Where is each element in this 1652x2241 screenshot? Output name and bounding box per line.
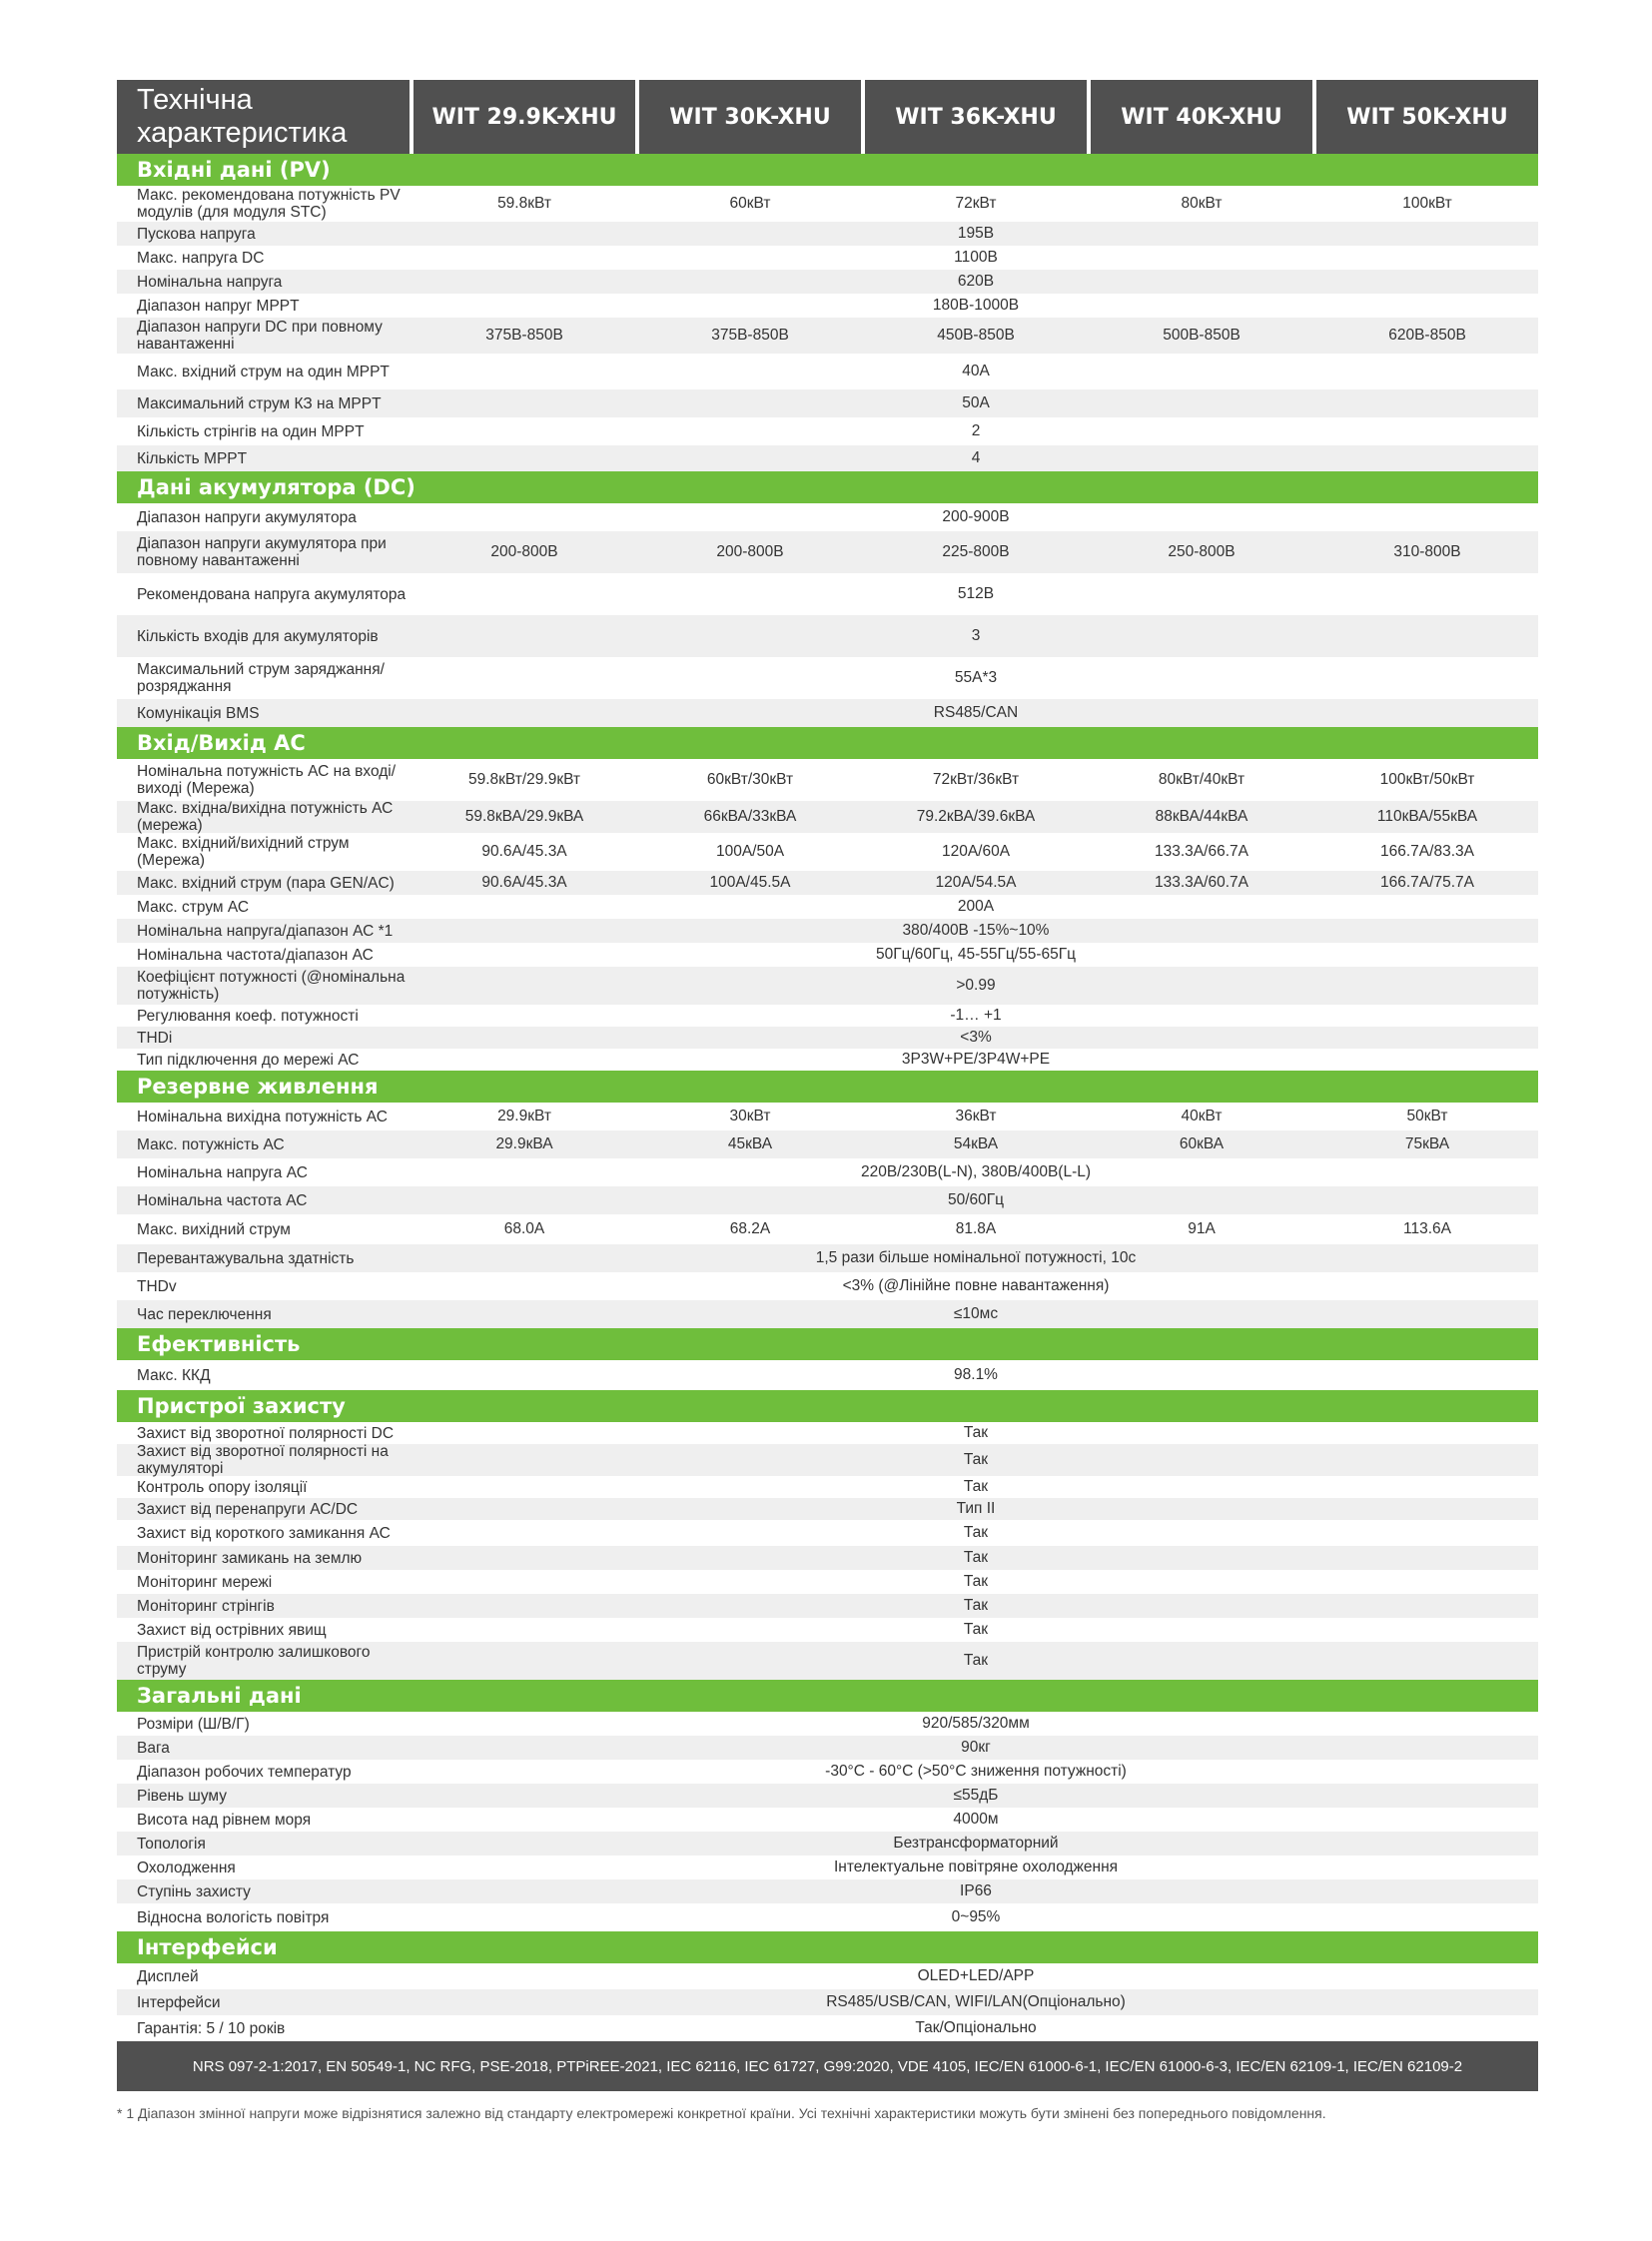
row-value: 68.2А [729,1220,771,1237]
row-value: 29.9кВА [413,1130,635,1158]
row-value: ≤10мс [953,1305,999,1322]
row-value: 91А [1188,1220,1216,1237]
row-value: IP66 [960,1882,992,1899]
table-row [117,186,1538,222]
row-value: 90кг [961,1739,991,1756]
row-value: RS485/USB/CAN, WIFI/LAN(Опціонально) [826,1993,1126,2010]
row-label: Номінальна вихідна потужність АС [137,1108,388,1125]
row-value: >0.99 [956,977,996,994]
table-row [117,1520,1538,1546]
model-header: WIT 36K-XHU [865,80,1087,154]
row-value: 120А/60А [941,843,1011,860]
row-value: 180В-1000В [932,297,1020,314]
table-row [117,1214,1538,1244]
row-value: 166.7А/75.7А [1316,871,1538,895]
row-value: 113.6А [1403,1220,1451,1237]
row-label: Відносна вологість повітря [137,1908,330,1926]
table-row [117,1989,1538,2015]
row-label: Макс. вхідний струм (пара GEN/AC) [137,874,395,892]
model-header: WIT 50K-XHU [1316,80,1538,154]
section-header: Загальні дані [117,1680,1538,1712]
row-value: Так [963,1573,989,1590]
row-value: 72кВт [955,195,997,212]
table-row [117,1760,1538,1784]
row-value: 45кВА [639,1130,861,1158]
table-row [117,573,1538,615]
row-value: 60кВт [729,195,771,212]
row-value: 100А/50А [715,843,785,860]
row-label: Інтерфейси [137,1993,221,2011]
table-row [117,246,1538,270]
row-value: 4 [971,449,981,466]
row-value: 66кВА/33кВА [639,801,861,833]
row-value: 100кВт [1402,195,1452,212]
row-value: Безтрансформаторний [893,1835,1059,1852]
row-label: Діапазон напруги акумулятора при повному навантаженні [137,535,387,569]
row-label: Макс. вхідна/вихідна потужність АС (мережа) [137,800,394,834]
row-value: 72кВт/36кВт [932,771,1020,788]
section-header: Пристрої захисту [117,1390,1538,1422]
row-label: Захист від перенапруги АС/DC [137,1500,359,1518]
row-value: Так [963,1652,989,1669]
row-value: Так [963,1597,989,1614]
row-label: Вага [137,1739,170,1757]
row-value: 88кВА/44кВА [1091,801,1312,833]
row-value: RS485/CAN [933,704,1019,721]
row-label: Кількість входів для акумуляторів [137,627,379,645]
table-row [117,1712,1538,1736]
row-label: Пускова напруга [137,225,256,243]
row-value: 59.8кВт [497,195,551,212]
row-label: Час переключення [137,1305,272,1323]
row-value: 620В-850В [1316,318,1538,354]
row-label: Номінальна частота/діапазон АС [137,946,374,964]
table-row [117,1784,1538,1808]
row-label: Максимальний струм заряджання/розряджання [137,661,385,695]
row-label: Ступінь захисту [137,1882,251,1900]
table-row [117,759,1538,801]
row-label: Контроль опору ізоляції [137,1478,308,1496]
row-label: Макс. вихідний струм [137,1220,291,1238]
row-label: Номінальна потужність АС на вході/виході (Мережа) [137,763,397,797]
table-row [117,1832,1538,1856]
table-row [117,1027,1538,1049]
row-label: Захист від зворотної полярності DC [137,1424,395,1442]
row-value: 60кВА [1091,1130,1312,1158]
row-value: -1… +1 [950,1007,1002,1024]
row-label: Кількість MPPT [137,449,248,467]
row-label: THDv [137,1277,177,1295]
row-value: 60кВт/30кВт [706,771,794,788]
row-label: Номінальна частота АС [137,1191,308,1209]
row-label: Дисплей [137,1967,199,1985]
row-label: Висота над рівнем моря [137,1811,312,1829]
row-label: Діапазон напруги DC при повному навантаженні [137,319,383,353]
row-value: 90.6А/45.3А [413,871,635,895]
row-label: Діапазон робочих температур [137,1763,352,1781]
table-row [117,1444,1538,1476]
table-row [117,1808,1538,1832]
row-value: 50Гц/60Гц, 45-55Гц/55-65Гц [875,946,1077,963]
table-row [117,1879,1538,1903]
row-value: 500В-850В [1091,318,1312,354]
row-value: Так [963,1549,989,1566]
table-row [117,1963,1538,1989]
row-value: 200-900В [942,508,1010,525]
row-value: 166.7А/83.3А [1380,843,1474,860]
table-row [117,354,1538,389]
table-row [117,943,1538,967]
row-value: 133.3А/66.7А [1155,843,1248,860]
model-header: WIT 40K-XHU [1091,80,1312,154]
row-value: <3% [960,1029,992,1046]
row-value: 1100В [954,249,998,266]
row-value: 54кВА [865,1130,1087,1158]
row-value: 40А [962,363,990,379]
row-label: Номінальна напруга АС [137,1163,308,1181]
table-row [117,967,1538,1005]
table-row [117,270,1538,294]
row-label: Номінальна напруга/діапазон АС *1 [137,922,394,940]
table-header [117,80,1538,154]
row-value: Тип II [956,1500,996,1517]
table-row [117,1422,1538,1444]
table-row [117,1186,1538,1214]
table-row [117,503,1538,531]
row-label: Рівень шуму [137,1787,227,1805]
row-label: Перевантажувальна здатність [137,1249,355,1267]
table-row [117,801,1538,833]
table-row [117,1546,1538,1570]
table-row [117,1570,1538,1594]
table-row [117,1049,1538,1071]
row-label: Макс. потужність АС [137,1135,285,1153]
row-value: 120А/54.5А [865,871,1087,895]
row-value: Так [963,1621,989,1638]
table-row [117,2015,1538,2041]
row-value: 4000м [953,1811,999,1828]
row-value: 50кВт [1406,1108,1448,1124]
row-value: ≤55дБ [953,1787,999,1804]
table-row [117,1158,1538,1186]
row-label: Розміри (Ш/В/Г) [137,1715,250,1733]
row-value: 36кВт [955,1108,997,1124]
row-value: 1,5 рази більше номінальної потужності, 10с [815,1249,1137,1266]
row-value: 80кВт [1181,195,1223,212]
row-value: 55А*3 [954,669,998,686]
row-value: 620В [957,273,995,290]
row-label: Макс. рекомендована потужність PV модулів (для модуля STC) [137,187,401,221]
row-label: Номінальна напруга [137,273,283,291]
row-value: 225-800В [865,531,1087,573]
table-row [117,1642,1538,1680]
certifications-footer: NRS 097-2-1:2017, EN 50549-1, NC RFG, PSE-2018, PTPiREE-2021, IEC 62116, IEC 61727, G99:2020, VDE 4105, IEC/EN 61000-6-1, IEC/EN 61000-6-3, IEC/EN 62109-1, IEC/EN 62109-2 [117,2041,1538,2091]
table-row [117,1736,1538,1760]
row-value: OLED+LED/APP [917,1967,1035,1984]
table-row [117,1360,1538,1390]
row-value: 80кВт/40кВт [1158,771,1245,788]
section-header: Інтерфейси [117,1931,1538,1963]
row-value: 0~95% [951,1908,1001,1925]
row-value: Інтелектуальне повітряне охолодження [833,1859,1119,1875]
table-row [117,389,1538,417]
row-value: Так [963,1424,989,1441]
section-header: Ефективність [117,1328,1538,1360]
row-value: 75кВА [1316,1130,1538,1158]
row-value: 380/400В -15%~10% [902,922,1050,939]
row-value: Так [963,1451,989,1468]
table-row [117,222,1538,246]
row-label: Рекомендована напруга акумулятора [137,585,407,603]
table-row [117,1244,1538,1272]
table-row [117,1476,1538,1498]
table-row [117,833,1538,871]
row-value: 375В-850В [639,318,861,354]
row-label: Комунікація BMS [137,704,260,722]
footnote: * 1 Діапазон змінної напруги може відрізнятися залежно від стандарту електромережі конкретної країни. Усі технічні характеристики можуть бути змінені без попереднього повідомлення. [117,2105,1326,2121]
row-label: Моніторинг мережі [137,1573,273,1591]
row-value: 68.0А [503,1220,545,1237]
row-value: 59.8кВт/29.9кВт [467,771,581,788]
table-row [117,919,1538,943]
row-value: 59.8кВА/29.9кВА [413,801,635,833]
row-value: Так [963,1478,989,1495]
row-value: 3 [971,627,981,644]
row-value: 2 [971,422,981,439]
row-label: Макс. струм АС [137,898,250,916]
row-value: 310-800В [1316,531,1538,573]
row-value: 30кВт [729,1108,771,1124]
row-label: THDi [137,1029,173,1047]
row-label: Діапазон напруги акумулятора [137,508,357,526]
row-value: 100кВт/50кВт [1379,771,1475,788]
row-value: 200-800В [413,531,635,573]
row-value: 98.1% [954,1366,998,1383]
row-value: 375В-850В [413,318,635,354]
table-row [117,895,1538,919]
row-value: 79.2кВА/39.6кВА [865,801,1087,833]
row-label: Тип підключення до мережі АС [137,1051,360,1069]
table-row [117,1130,1538,1158]
table-row [117,657,1538,699]
row-label: Моніторинг замикань на землю [137,1549,363,1567]
table-row [117,615,1538,657]
row-value: 920/585/320мм [922,1715,1030,1732]
row-value: 110кВА/55кВА [1316,801,1538,833]
row-value: -30°C - 60°C (>50°C зниження потужності) [825,1763,1127,1780]
row-label: Макс. напруга DC [137,249,265,267]
row-value: Так/Опціонально [915,2019,1037,2036]
row-label: Топологія [137,1835,206,1853]
row-value: 40кВт [1181,1108,1223,1124]
table-row [117,1498,1538,1520]
table-row [117,1005,1538,1027]
row-label: Моніторинг стрінгів [137,1597,275,1615]
row-value: 195В [957,225,995,242]
row-value: 100А/45.5А [639,871,861,895]
row-label: Макс. ККД [137,1366,211,1384]
row-label: Кількість стрінгів на один MPPT [137,422,365,440]
row-value: 133.3А/60.7А [1091,871,1312,895]
row-value: 50А [962,394,990,411]
table-title: Технічна характеристика [117,80,410,154]
model-header: WIT 29.9K-XHU [413,80,635,154]
table-row [117,1594,1538,1618]
row-value: 450В-850В [865,318,1087,354]
row-value: 81.8А [955,1220,997,1237]
row-label: Захист від короткого замикання АС [137,1524,391,1542]
row-value: 250-800В [1091,531,1312,573]
table-row [117,699,1538,727]
row-label: Захист від зворотної полярності на акумуляторі [137,1443,389,1477]
section-header: Вхід/Вихід АС [117,727,1538,759]
row-value: Так [963,1524,989,1541]
row-label: Коефіцієнт потужності (@номінальна потужність) [137,969,406,1003]
table-row [117,531,1538,573]
table-row [117,294,1538,318]
row-value: 220В/230В(L-N), 380В/400В(L-L) [860,1163,1092,1180]
row-value: 90.6А/45.3А [481,843,567,860]
table-row [117,1856,1538,1879]
row-value: <3% (@Лінійне повне навантаження) [842,1277,1110,1294]
table-row [117,445,1538,471]
table-row [117,1618,1538,1642]
table-row [117,1903,1538,1931]
row-value: 512В [957,585,995,602]
table-row [117,1272,1538,1300]
row-label: Макс. вхідний струм на один MPPT [137,363,390,380]
section-header: Резервне живлення [117,1071,1538,1103]
table-row [117,1300,1538,1328]
model-header: WIT 30K-XHU [639,80,861,154]
row-value: 50/60Гц [947,1191,1005,1208]
section-header: Вхідні дані (PV) [117,154,1538,186]
spec-sheet [117,80,1538,2121]
row-label: Охолодження [137,1859,236,1876]
row-value: 29.9кВт [497,1108,551,1124]
table-body [117,154,1538,2041]
row-value: 200-800В [639,531,861,573]
row-label: Гарантія: 5 / 10 років [137,2019,286,2037]
table-row [117,318,1538,354]
row-label: Регулювання коеф. потужності [137,1007,359,1025]
row-value: 200А [957,898,995,915]
table-row [117,871,1538,895]
row-value: 3P3W+PE/3P4W+PE [901,1051,1051,1068]
row-label: Діапазон напруг MPPT [137,297,300,315]
table-row [117,417,1538,445]
row-label: Максимальний струм КЗ на MPPT [137,394,382,412]
table-row [117,1103,1538,1130]
row-label: Пристрій контролю залишкового струму [137,1644,371,1678]
row-label: Захист від острівних явищ [137,1621,327,1639]
section-header: Дані акумулятора (DC) [117,471,1538,503]
row-label: Макс. вхідний/вихідний струм (Мережа) [137,835,350,869]
